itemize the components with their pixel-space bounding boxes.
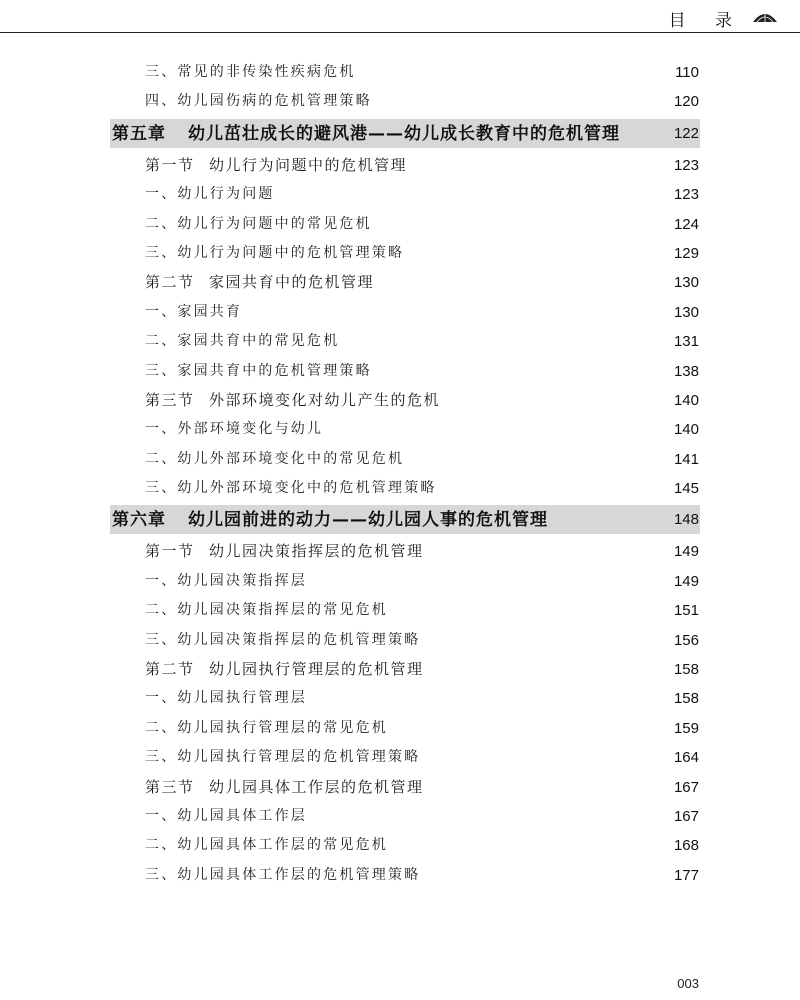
toc-entry-title: [145, 298, 242, 327]
toc-section-row[interactable]: [0, 773, 800, 802]
toc-entry-text: 三、幼儿园执行管理层的危机管理策略: [145, 749, 421, 766]
toc-item-row[interactable]: [0, 474, 800, 503]
toc-entry-title: [145, 773, 424, 802]
toc-page-number: 129: [673, 244, 699, 262]
toc-entry-number: 第五章: [112, 123, 166, 144]
toc-entry-text: 幼儿园前进的动力——幼儿园人事的危机管理: [188, 510, 548, 531]
toc-entry-number: 第三节: [145, 390, 195, 409]
toc-entry-text: 幼儿园具体工作层的危机管理: [209, 777, 424, 796]
toc-section-row[interactable]: [0, 386, 800, 415]
toc-entry-title: [145, 210, 372, 239]
toc-item-row[interactable]: [0, 210, 800, 239]
toc-entry-text: 幼儿园执行管理层的危机管理: [209, 660, 424, 679]
toc-entry-title: [145, 596, 388, 625]
toc-page-number: 159: [673, 719, 699, 737]
toc-page-number: 110: [675, 64, 699, 81]
toc-item-row[interactable]: [0, 596, 800, 625]
toc-entry-number: 第一节: [145, 155, 195, 174]
toc-page-number: 151: [673, 602, 699, 620]
toc-entry-text: 一、幼儿行为问题: [145, 186, 275, 203]
toc-chapter-row[interactable]: [0, 117, 800, 151]
toc-section-row[interactable]: [0, 151, 800, 180]
toc-entry-text: 外部环境变化对幼儿产生的危机: [209, 390, 441, 409]
toc-entry-title: [145, 357, 372, 386]
toc-entry-title: [145, 802, 307, 831]
toc-page-number: 149: [673, 543, 699, 561]
toc-entry-title: [145, 87, 372, 116]
toc-entry-title: [145, 386, 440, 415]
toc-entry-text: 一、幼儿园具体工作层: [145, 807, 307, 824]
toc-entry-title: [145, 474, 437, 503]
toc-entry-number: 第一节: [145, 542, 195, 561]
toc-entry-text: 一、幼儿园执行管理层: [145, 690, 307, 707]
toc-entry-number: 第二节: [145, 660, 195, 679]
toc-item-row[interactable]: [0, 861, 800, 890]
toc-item-row[interactable]: [0, 445, 800, 474]
toc-entry-title: [145, 327, 339, 356]
toc-item-row[interactable]: [0, 239, 800, 268]
toc-entry-number: 第二节: [145, 273, 195, 292]
toc-entry-text: 三、幼儿行为问题中的危机管理策略: [145, 244, 405, 261]
toc-entry-title: [145, 655, 424, 684]
toc-entry-title: [145, 626, 420, 655]
toc-entry-title: [145, 58, 356, 87]
toc-entry-title: [145, 714, 388, 743]
toc-entry-text: 二、幼儿园具体工作层的常见危机: [145, 837, 388, 854]
toc-section-row[interactable]: [0, 268, 800, 297]
toc-item-row[interactable]: [0, 567, 800, 596]
running-header: [0, 0, 800, 34]
toc-page-number: 167: [673, 807, 699, 825]
toc-page-number: 140: [673, 421, 699, 439]
header-title: 目 录: [668, 11, 744, 31]
toc-entry-text: 二、幼儿行为问题中的常见危机: [145, 215, 372, 232]
toc-entry-text: 三、幼儿园决策指挥层的危机管理策略: [145, 631, 421, 648]
toc-page-number: 141: [673, 450, 699, 468]
toc-page-number: 167: [673, 778, 699, 796]
toc-item-row[interactable]: [0, 180, 800, 209]
toc-item-row[interactable]: [0, 357, 800, 386]
toc-item-row[interactable]: [0, 58, 800, 87]
toc-page-number: 158: [673, 690, 699, 708]
toc-entry-text: 二、幼儿园执行管理层的常见危机: [145, 719, 388, 736]
toc-entry-text: 一、家园共育: [145, 303, 243, 320]
toc-entry-text: 一、外部环境变化与幼儿: [145, 421, 324, 438]
toc-entry-text: 四、幼儿园伤病的危机管理策略: [145, 93, 372, 110]
toc-entry-number: 第六章: [112, 510, 166, 531]
toc-entry-title: [112, 503, 548, 537]
toc-entry-text: 家园共育中的危机管理: [209, 273, 375, 292]
toc-entry-title: [145, 831, 388, 860]
toc-entry-title: [145, 743, 420, 772]
toc-entry-number: 第三节: [145, 777, 195, 796]
toc-entry-text: 三、幼儿园具体工作层的危机管理策略: [145, 866, 421, 883]
toc-item-row[interactable]: [0, 802, 800, 831]
toc-entry-title: [145, 861, 420, 890]
toc-entry-text: 幼儿茁壮成长的避风港——幼儿成长教育中的危机管理: [188, 123, 620, 144]
toc-page-number: 123: [673, 186, 699, 204]
toc-page-number: 158: [673, 661, 699, 679]
toc-entry-text: 二、幼儿外部环境变化中的常见危机: [145, 450, 405, 467]
toc-page-number: 122: [673, 124, 699, 142]
header-rule: [0, 32, 800, 33]
toc-page-number: 145: [673, 480, 699, 498]
toc-entry-title: [145, 180, 275, 209]
toc-entry-title: [145, 151, 407, 180]
toc-entry-text: 三、幼儿外部环境变化中的危机管理策略: [145, 480, 437, 497]
toc-entry-title: [145, 567, 307, 596]
toc-entry-text: 幼儿园决策指挥层的危机管理: [209, 542, 424, 561]
toc-page-number: 140: [673, 391, 699, 409]
toc-chapter-row[interactable]: [0, 503, 800, 537]
toc-entry-text: 三、家园共育中的危机管理策略: [145, 362, 372, 379]
toc-entry-title: [145, 268, 374, 297]
toc-entry-text: 一、幼儿园决策指挥层: [145, 572, 307, 589]
toc-page-number: 130: [673, 303, 699, 321]
toc-item-row[interactable]: [0, 684, 800, 713]
toc-page-number: 123: [673, 156, 699, 174]
toc-entry-text: 三、常见的非传染性疾病危机: [145, 64, 356, 80]
toc-item-row[interactable]: [0, 626, 800, 655]
toc-entry-text: 二、家园共育中的常见危机: [145, 333, 340, 350]
toc-page-number: 131: [673, 333, 699, 351]
toc-entry-title: [145, 445, 404, 474]
toc-section-row[interactable]: [0, 537, 800, 566]
toc-page-number: 120: [673, 93, 699, 111]
toc-entry-title: [145, 239, 404, 268]
toc-item-row[interactable]: [0, 298, 800, 327]
toc-item-row[interactable]: [0, 415, 800, 444]
toc-page-number: 168: [673, 837, 699, 855]
table-of-contents: [0, 58, 800, 890]
toc-page-number: 164: [673, 749, 699, 767]
toc-item-row[interactable]: [0, 327, 800, 356]
toc-entry-text: 幼儿行为问题中的危机管理: [209, 155, 408, 174]
page-number: 003: [677, 976, 699, 991]
toc-page-number: 149: [673, 572, 699, 590]
toc-page-number: 138: [673, 362, 699, 380]
toc-item-row[interactable]: [0, 743, 800, 772]
toc-entry-title: [145, 415, 323, 444]
toc-section-row[interactable]: [0, 655, 800, 684]
toc-item-row[interactable]: [0, 714, 800, 743]
toc-entry-title: [112, 117, 620, 151]
toc-item-row[interactable]: [0, 87, 800, 116]
toc-page-number: 124: [673, 215, 699, 233]
toc-entry-title: [145, 684, 307, 713]
umbrella-ornament-icon: [752, 10, 778, 28]
toc-entry-text: 二、幼儿园决策指挥层的常见危机: [145, 602, 388, 619]
toc-page-number: 156: [673, 631, 699, 649]
toc-entry-title: [145, 537, 424, 566]
toc-page-number: 148: [673, 511, 699, 529]
toc-page-number: 177: [673, 866, 699, 884]
toc-page-number: 130: [673, 274, 699, 292]
toc-item-row[interactable]: [0, 831, 800, 860]
